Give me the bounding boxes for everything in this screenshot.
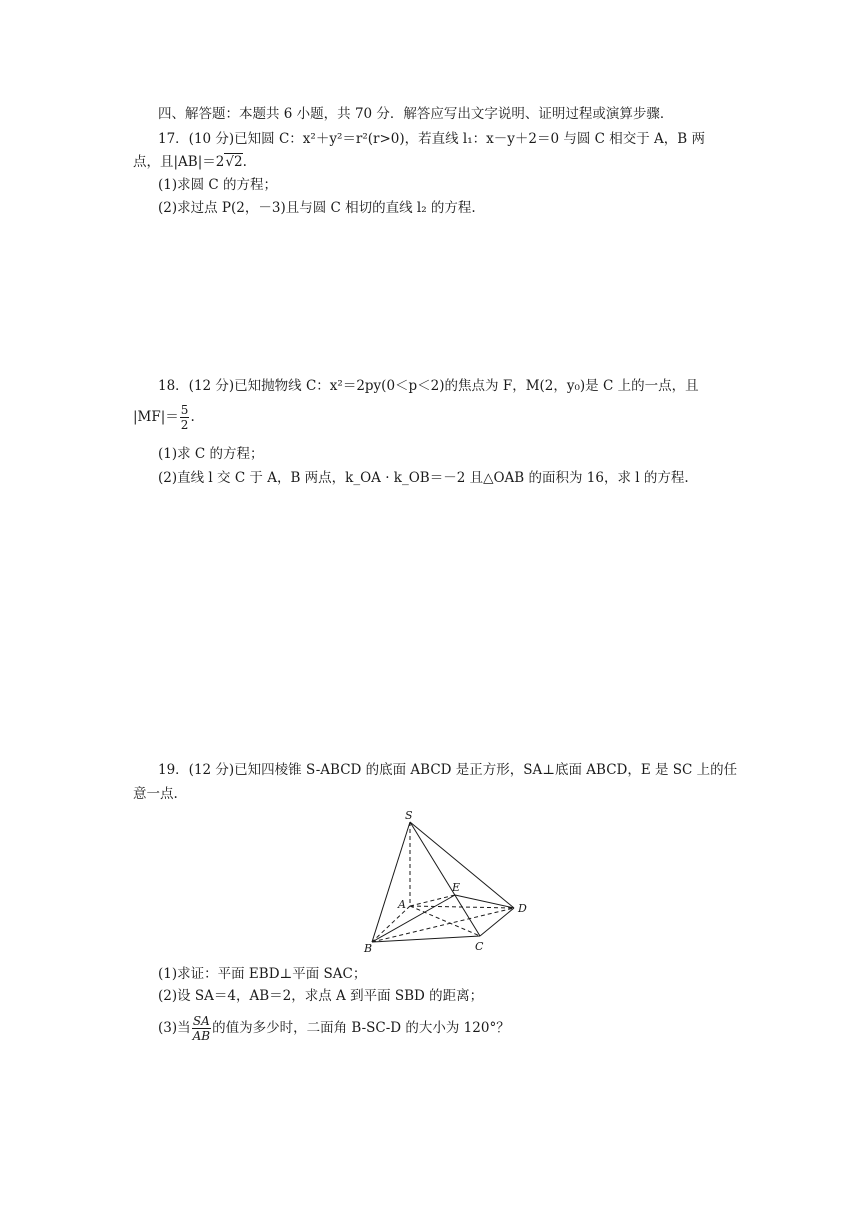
q19-part3-end: 的值为多少时，二面角 B-SC-D 的大小为 120°？ <box>212 1020 510 1036</box>
label-A: A <box>398 898 406 911</box>
q19-part2: (2)设 SA＝4，AB＝2，求点 A 到平面 SBD 的距离； <box>158 988 484 1004</box>
section-heading: 四、解答题：本题共 6 小题，共 70 分．解答应写出文字说明、证明过程或演算步骤． <box>158 106 674 122</box>
edge-SD <box>410 822 514 908</box>
q19-part3 <box>158 1012 510 1044</box>
q17-stem-line2 <box>133 152 247 172</box>
label-S: S <box>405 809 413 822</box>
q19-stem-line1: 19．(12 分)已知四棱锥 S-ABCD 的底面 ABCD 是正方形，SA⊥底面 ABCD，E 是 SC 上的任 <box>158 762 738 778</box>
fraction-denominator: AB <box>192 1029 211 1043</box>
q17-sqrt-value: 2 <box>233 154 243 170</box>
fraction <box>180 403 190 432</box>
label-B: B <box>364 942 373 955</box>
q18-mf-text: |MF|＝ <box>133 409 179 425</box>
sqrt-symbol: √2 <box>225 154 243 170</box>
q17-stem-line2-text: 点，且|AB|＝2 <box>133 154 225 170</box>
q18-stem-line2-end: . <box>190 409 195 425</box>
edge-ED <box>455 895 514 908</box>
q17-stem-line1: 17．(10 分)已知圆 C：x²＋y²＝r²(r>0)，若直线 l₁：x－y＋2＝0 与圆 C 相交于 A，B 两 <box>158 131 706 147</box>
q18-stem-line2 <box>133 402 195 432</box>
q17-part2: (2)求过点 P(2，－3)且与圆 C 相切的直线 l₂ 的方程. <box>158 200 476 216</box>
q19-part3-text: (3)当 <box>158 1020 191 1036</box>
fraction <box>192 1014 211 1043</box>
pyramid-figure <box>360 808 540 958</box>
edge-AE <box>410 895 455 906</box>
q18-part2: (2)直线 l 交 C 于 A，B 两点，k_OA · k_OB＝－2 且△OAB 的面积为 16，求 l 的方程. <box>158 470 689 486</box>
fraction-numerator: SA <box>192 1014 210 1028</box>
q18-stem-line1: 18．(12 分)已知抛物线 C：x²＝2py(0＜p＜2)的焦点为 F，M(2，y₀)是 C 上的一点，且 <box>158 378 699 394</box>
q18-part1: (1)求 C 的方程； <box>158 446 264 462</box>
edge-AC <box>410 906 480 936</box>
label-E: E <box>452 881 461 894</box>
q19-part1: (1)求证：平面 EBD⊥平面 SAC； <box>158 966 367 982</box>
label-D: D <box>518 902 527 915</box>
fraction-denominator: 2 <box>180 418 189 432</box>
q17-part1: (1)求圆 C 的方程； <box>158 177 278 193</box>
fraction-numerator: 5 <box>180 403 189 417</box>
q19-stem-line2: 意一点. <box>133 786 178 802</box>
edge-BC <box>372 936 480 942</box>
label-C: C <box>475 940 484 953</box>
q17-stem-line2-end: . <box>242 154 247 170</box>
